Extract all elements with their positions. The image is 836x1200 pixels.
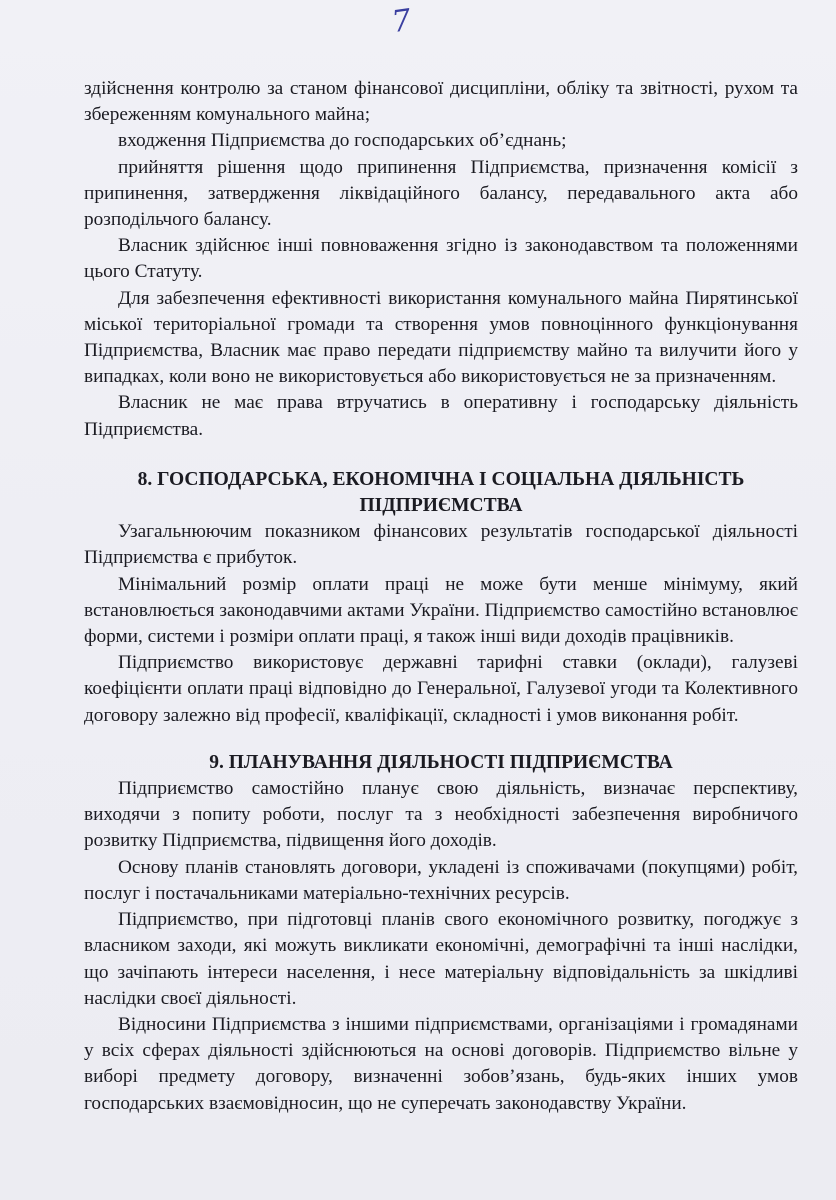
paragraph: прийняття рішення щодо припинення Підприємства, призначення комісії з припинення, затвердження ліквідаційного балансу, передавального акта або розподільчого балансу.	[84, 156, 798, 231]
paragraph: Власник здійснює інші повноваження згідно із законодавством та положеннями цього Статуту.	[84, 235, 798, 283]
paragraph: Підприємство самостійно планує свою діяльність, визначає перспективу, виходячи з попиту роботи, послуг та з необхідності забезпечення виробничого розвитку Підприємства, підвищення його доходів.	[84, 778, 798, 852]
section-gap	[84, 729, 798, 750]
paragraph: Узагальнюючим показником фінансових результатів господарської діяльності Підприємства є прибуток.	[84, 521, 798, 569]
paragraph: входження Підприємства до господарських об’єднань;	[118, 130, 567, 152]
paragraph: Для забезпечення ефективності використання комунального майна Пирятинської міської територіальної громади та створення умов повноцінного функціонування Підприємства, Власник має право передати підприємству майно та вилучити його у випадках, коли воно не використовується або використовується не за призначенням.	[84, 287, 798, 388]
paragraph: Підприємство використовує державні тарифні ставки (оклади), галузеві коефіцієнти оплати праці відповідно до Генеральної, Галузевої угоди та Колективного договору залежно від професії, кваліфікації, складності і умов виконання робіт.	[84, 652, 798, 726]
section-gap	[84, 443, 798, 467]
document-body	[84, 76, 798, 1117]
paragraph: Власник не має права втручатись в оперативну і господарську діяльність Підприємства.	[84, 392, 798, 440]
paragraph: Підприємство, при підготовці планів свого економічного розвитку, погоджує з власником заходи, які можуть викликати економічні, демографічні та інші наслідки, що зачіпають інтереси населення, і несе матеріальну відповідальність за шкідливі наслідки своєї діяльності.	[84, 909, 798, 1009]
section-9-heading: 9. ПЛАНУВАННЯ ДІЯЛЬНОСТІ ПІДПРИЄМСТВА	[209, 751, 673, 773]
handwritten-page-number: 7	[389, 2, 414, 41]
paragraph: Основу планів становлять договори, укладені із споживачами (покупцями) робіт, послуг і постачальниками матеріально-технічних ресурсів.	[84, 856, 798, 904]
paragraph: здійснення контролю за станом фінансової дисципліни, обліку та звітності, рухом та збереженням комунального майна;	[84, 78, 798, 126]
paragraph: Мінімальний розмір оплати праці не може бути менше мінімуму, який встановлюється законодавчими актами України. Підприємство самостійно встановлює форми, системи і розміри оплати праці, я також інші види доходів працівників.	[84, 573, 798, 648]
paragraph: Відносини Підприємства з іншими підприємствами, організаціями і громадянами у всіх сферах діяльності здійснюються на основі договорів. Підприємство вільне у виборі предмету договору, визначенні зобов’язань, будь-яких інших умов господарських взаємовідносин, що не суперечать законодавству України.	[84, 1013, 798, 1114]
section-8-heading: 8. ГОСПОДАРСЬКА, ЕКОНОМІЧНА І СОЦІАЛЬНА ДІЯЛЬНІСТЬ ПІДПРИЄМСТВА	[137, 468, 745, 517]
